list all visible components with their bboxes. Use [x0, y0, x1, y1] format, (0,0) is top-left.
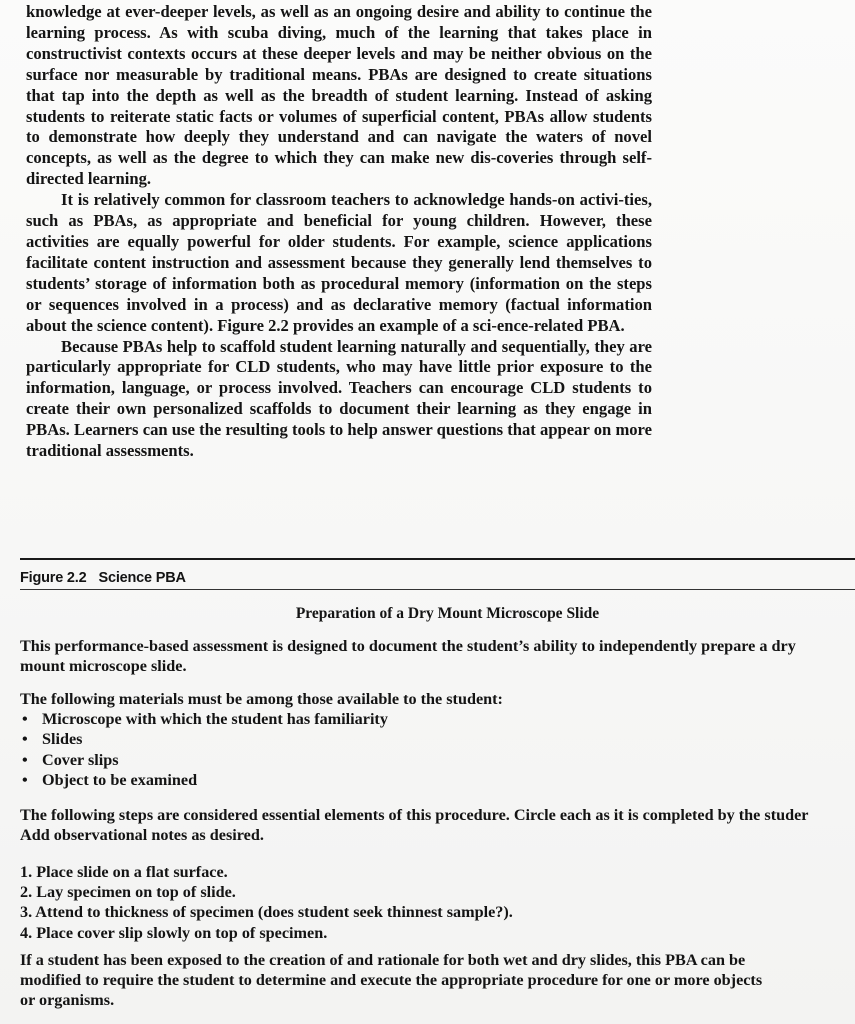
closing-line: modified to require the student to determine and execute the appropriate procedure for one or more objects [20, 971, 763, 990]
bullet-icon: • [22, 770, 28, 789]
material-label: Slides [42, 730, 83, 749]
pba-intro-line: This performance-based assessment is designed to document the student’s ability to independently prepare a dry [20, 637, 796, 655]
steps-intro [20, 805, 855, 845]
list-item [20, 729, 855, 749]
closing-line: If a student has been exposed to the creation of and rationale for both wet and dry slides, this PBA can be [20, 951, 746, 969]
closing-line: or organisms. [20, 991, 115, 1010]
materials-section [20, 689, 855, 790]
steps-section [20, 862, 855, 943]
list-item [20, 750, 855, 770]
pba-intro-line: mount microscope slide. [20, 657, 187, 676]
bullet-icon: • [22, 730, 28, 749]
paragraph-hands-on: It is relatively common for classroom teachers to acknowledge hands-on activi-ties, such as PBAs, as appropriate and beneficial for young children. However, these activities are equally powerful for older students. For example, science applications facilitate content instruction and assessment because they generally lend themselves to students’ storage of information both as procedural memory (information on the steps or sequences involved in a process) and as declarative memory (factual information about the science content). Figure 2.2 provides an example of a sci-ence-related PBA. [26, 190, 652, 335]
list-item [20, 770, 855, 790]
material-label: Object to be examined [42, 770, 198, 789]
materials-list [20, 709, 855, 790]
material-label: Cover slips [42, 750, 119, 769]
figure-caption [20, 570, 186, 586]
list-item: 2. Lay specimen on top of slide. [20, 883, 236, 902]
bullet-icon: • [22, 750, 28, 769]
paragraph-scuba: knowledge at ever-deeper levels, as well as an ongoing desire and ability to continue the learning process. As with scuba diving, much of the learning that takes place in constructivist contexts occurs at these deeper levels and may be neither obvious on the surface nor measurable by traditional means. PBAs are designed to create situations that tap into the depth as well as the breadth of student learning. Instead of asking students to reiterate static facts or volumes of superficial content, PBAs allow students to demonstrate how deeply they understand and can navigate the waters of novel concepts, as well as the degree to which they can make new dis-coveries through self-directed learning. [26, 2, 652, 189]
paragraph-cld: Because PBAs help to scaffold student learning naturally and sequentially, they are particularly appropriate for CLD students, who may have little prior exposure to the information, language, or process involved. Teachers can encourage CLD students to create their own personalized scaffolds to document their learning as they engage in PBAs. Learners can use the resulting tools to help answer questions that appear on more traditional assessments. [26, 336, 652, 461]
steps-list [20, 862, 855, 943]
figure-number: Figure 2.2 [20, 570, 87, 586]
figure-caption-rule [20, 589, 855, 590]
material-label: Microscope with which the student has familiarity [42, 710, 388, 729]
figure-top-rule [20, 558, 855, 560]
pba-title: Preparation of a Dry Mount Microscope Slide [295, 605, 600, 622]
list-item [20, 709, 855, 729]
body-text [26, 2, 652, 462]
list-item: 3. Attend to thickness of specimen (does student seek thinnest sample?). [20, 903, 513, 922]
closing-note [20, 950, 855, 1011]
materials-intro: The following materials must be among those available to the student: [20, 690, 503, 708]
steps-intro-line: The following steps are considered essential elements of this procedure. Circle each as it is completed by the studer [20, 806, 809, 824]
figure-title: Science PBA [98, 570, 186, 586]
pba-intro [20, 636, 855, 676]
steps-intro-line: Add observational notes as desired. [20, 826, 264, 845]
bullet-icon: • [22, 710, 28, 729]
list-item: 1. Place slide on a flat surface. [20, 863, 228, 881]
list-item: 4. Place cover slip slowly on top of specimen. [20, 923, 328, 942]
